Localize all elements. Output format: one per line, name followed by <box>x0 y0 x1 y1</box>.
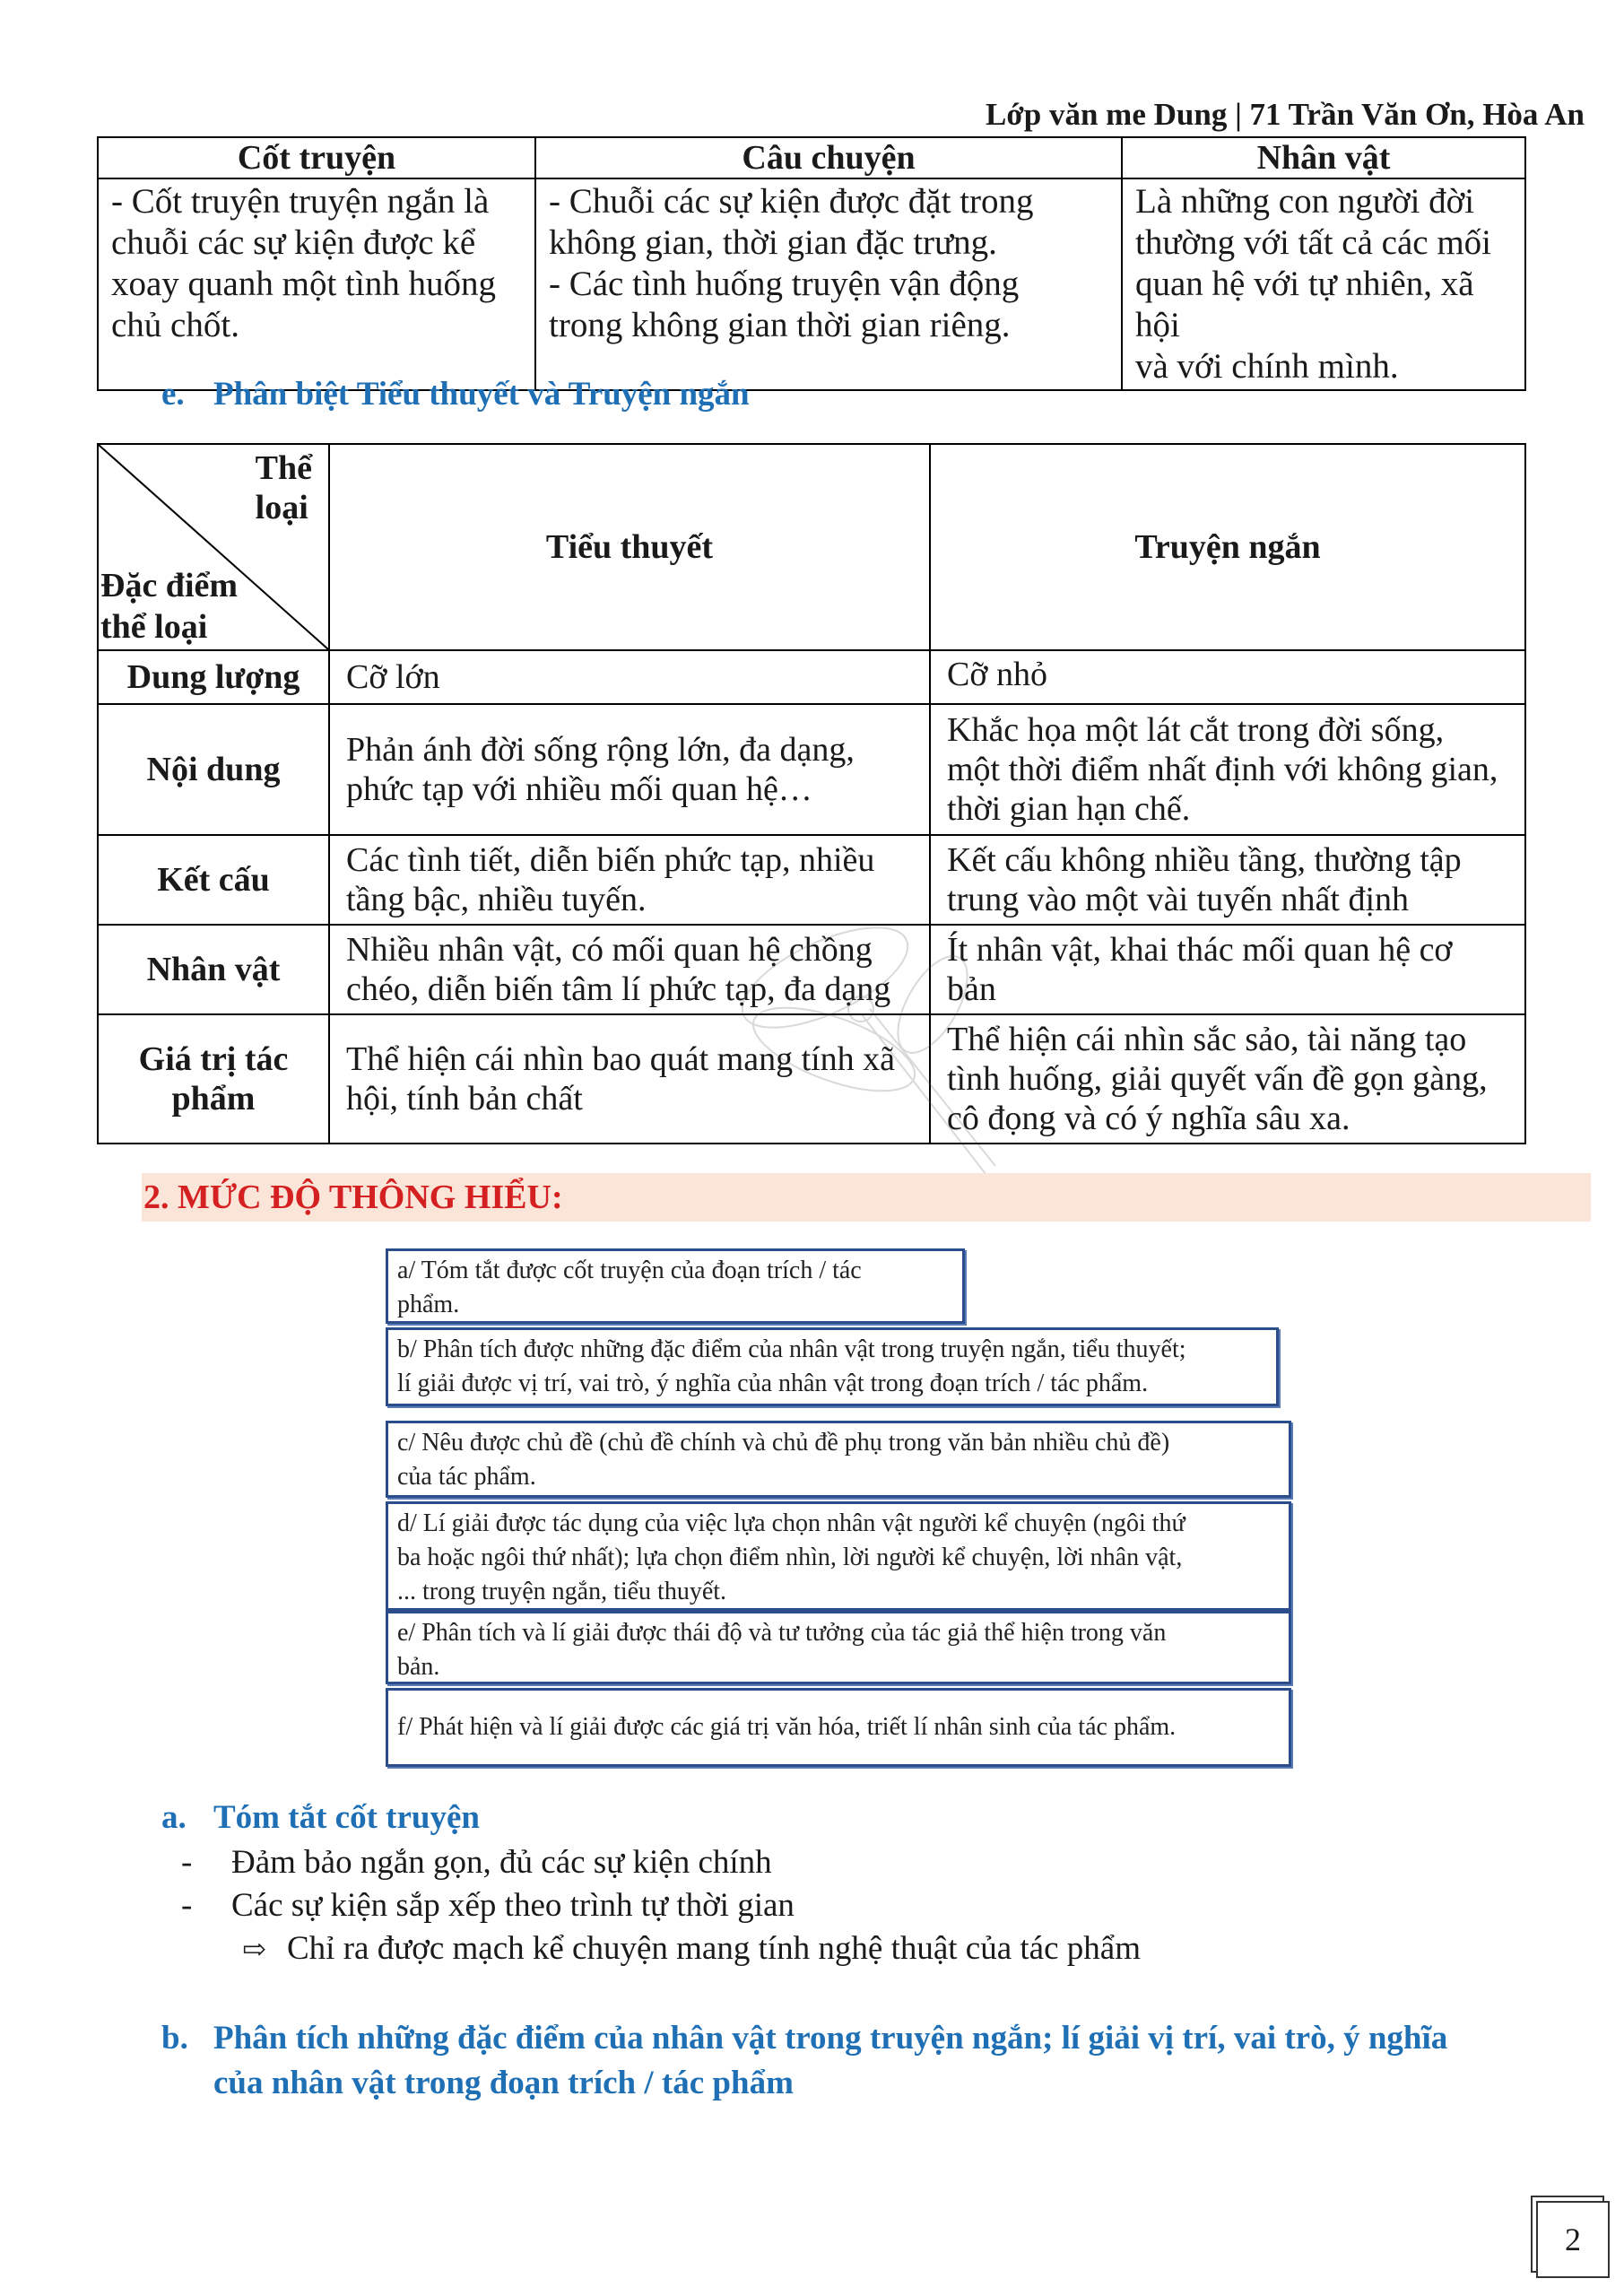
list-item <box>181 1885 795 1926</box>
col-header-story: Câu chuyện <box>535 137 1122 178</box>
text-line: ... trong truyện ngắn, tiểu thuyết. <box>397 1578 727 1605</box>
text-line: chủ chốt. <box>111 306 239 344</box>
subsection-b-label: b. <box>161 2020 188 2057</box>
text-line: tình huống, giải quyết vấn đề gọn gàng, <box>947 1060 1488 1098</box>
page-header: Lớp văn me Dung | 71 Trần Văn Ơn, Hòa An <box>986 97 1585 132</box>
text-line: phẩm. <box>397 1291 460 1318</box>
section-e-heading <box>161 375 750 413</box>
corner-cell <box>98 444 329 650</box>
text-line: b/ Phân tích được những đặc điểm của nhân vật trong truyện ngắn, tiểu thuyết; <box>397 1335 1186 1363</box>
text-line: Ít nhân vật, khai thác mối quan hệ cơ <box>947 931 1453 969</box>
text-line: Là những con người đời <box>1135 182 1475 221</box>
text-line: hội, tính bản chất <box>346 1080 583 1118</box>
text-line: tầng bậc, nhiều tuyến. <box>346 881 647 918</box>
cell-short-story <box>930 704 1525 835</box>
text-line: Các tình tiết, diễn biến phức tạp, nhiều <box>346 841 875 879</box>
text-line: trung vào một vài tuyến nhất định <box>947 881 1410 918</box>
text-line: bản <box>947 970 996 1008</box>
text-line: - Chuỗi các sự kiện được đặt trong <box>549 182 1034 221</box>
text-line: phức tạp với nhiều mối quan hệ… <box>346 770 812 808</box>
row-header: Nội dung <box>98 704 329 835</box>
section-2-title: 2. MỨC ĐỘ THÔNG HIỂU: <box>143 1178 563 1216</box>
list-item <box>181 1842 772 1883</box>
requirement-box-d <box>386 1501 1291 1611</box>
cell-character <box>1122 178 1525 390</box>
text-line: ba hoặc ngôi thứ nhất); lựa chọn điểm nhìn, lời người kể chuyện, lời nhân vật, <box>397 1544 1183 1571</box>
text-line: và với chính mình. <box>1135 347 1399 386</box>
text-line: Nhiều nhân vật, có mối quan hệ chồng <box>346 931 873 969</box>
col-header-novel: Tiểu thuyết <box>329 444 930 650</box>
col-header-plot: Cốt truyện <box>98 137 535 178</box>
text-line: của nhân vật trong đoạn trích / tác phẩm <box>213 2065 794 2101</box>
text-line: của tác phẩm. <box>397 1463 536 1491</box>
subsection-a-label: a. <box>161 1799 187 1836</box>
text-line: chuỗi các sự kiện được kể <box>111 223 476 262</box>
requirement-box-c <box>386 1421 1291 1498</box>
text-line: bản. <box>397 1653 440 1681</box>
requirement-box-a <box>386 1248 965 1324</box>
subsection-b-title <box>213 2016 1576 2106</box>
bullet-dash: - <box>181 1844 193 1881</box>
row-header: Nhân vật <box>98 925 329 1014</box>
cell-plot <box>98 178 535 390</box>
text-line: quan hệ với tự nhiên, xã hội <box>1135 265 1474 344</box>
cell-novel <box>329 704 930 835</box>
text-line: Phản ánh đời sống rộng lớn, đa dạng, <box>346 731 855 769</box>
section-e-label: e. <box>161 376 185 413</box>
text-line: Thể hiện cái nhìn sắc sảo, tài năng tạo <box>947 1021 1467 1058</box>
text-line: trong không gian thời gian riêng. <box>549 306 1011 344</box>
bullet-dash: - <box>181 1887 193 1924</box>
subsection-b-heading <box>161 2016 1576 2106</box>
cell-short-story <box>930 925 1525 1014</box>
col-header-short-story: Truyện ngắn <box>930 444 1525 650</box>
text-line: Giá trị tác <box>138 1040 289 1078</box>
list-item-text: Chỉ ra được mạch kể chuyện mang tính nghệ thuật của tác phẩm <box>287 1930 1141 1967</box>
text-line: - Cốt truyện truyện ngắn là <box>111 182 490 221</box>
corner-bottom-label <box>100 565 238 648</box>
section-2-heading <box>142 1173 1591 1222</box>
text-line: Phân tích những đặc điểm của nhân vật trong truyện ngắn; lí giải vị trí, vai trò, ý nghĩa <box>213 2020 1448 2057</box>
cell-novel: Cỡ lớn <box>329 650 930 704</box>
arrow-list-item <box>242 1928 1141 1970</box>
row-header <box>98 1014 329 1144</box>
cell-story <box>535 178 1122 390</box>
story-elements-table <box>97 136 1526 391</box>
page-number: 2 <box>1536 2201 1610 2278</box>
text-line: lí giải được vị trí, vai trò, ý nghĩa của nhân vật trong đoạn trích / tác phẩm. <box>397 1370 1149 1397</box>
corner-top-label <box>256 448 312 527</box>
list-item-text: Các sự kiện sắp xếp theo trình tự thời gian <box>231 1887 795 1924</box>
text-line: f/ Phát hiện và lí giải được các giá trị văn hóa, triết lí nhân sinh của tác phẩm. <box>397 1713 1177 1741</box>
text-line: chéo, diễn biến tâm lí phức tạp, đa dạng <box>346 970 891 1008</box>
watermark-dragonfly-icon <box>726 897 1013 1193</box>
text-line: thời gian hạn chế. <box>947 790 1191 828</box>
text-line: e/ Phân tích và lí giải được thái độ và tư tưởng của tác giả thể hiện trong văn <box>397 1619 1167 1647</box>
text-line: - Các tình huống truyện vận động <box>549 265 1020 303</box>
subsection-a-title: Tóm tắt cốt truyện <box>213 1799 480 1836</box>
text-line: loại <box>255 489 308 526</box>
requirement-box-e <box>386 1611 1291 1684</box>
text-line: Thể hiện cái nhìn bao quát mang tính xã <box>346 1040 896 1078</box>
arrow-right-icon: ⇨ <box>242 1933 266 1965</box>
col-header-character: Nhân vật <box>1122 137 1525 178</box>
list-item-text: Đảm bảo ngắn gọn, đủ các sự kiện chính <box>231 1844 772 1881</box>
text-line: một thời điểm nhất định với không gian, <box>947 751 1498 788</box>
row-header: Kết cấu <box>98 835 329 925</box>
text-line: d/ Lí giải được tác dụng của việc lựa chọn nhân vật người kể chuyện (ngôi thứ <box>397 1509 1185 1537</box>
text-line: cô đọng và có ý nghĩa sâu xa. <box>947 1100 1350 1137</box>
text-line: phẩm <box>171 1080 256 1118</box>
row-header: Dung lượng <box>98 650 329 704</box>
text-line: Kết cấu không nhiều tầng, thường tập <box>947 841 1462 879</box>
cell-short-story: Cỡ nhỏ <box>930 650 1525 704</box>
text-line: thể loại <box>100 608 208 646</box>
text-line: xoay quanh một tình huống <box>111 265 496 303</box>
section-e-title: Phân biệt Tiểu thuyết và Truyện ngắn <box>213 376 750 413</box>
text-line: không gian, thời gian đặc trưng. <box>549 223 997 262</box>
text-line: thường với tất cả các mối <box>1135 223 1492 262</box>
subsection-a-heading <box>161 1796 480 1840</box>
text-line: Đặc điểm <box>100 567 239 604</box>
text-line: c/ Nêu được chủ đề (chủ đề chính và chủ đề phụ trong văn bản nhiều chủ đề) <box>397 1429 1170 1457</box>
cell-short-story <box>930 835 1525 925</box>
cell-short-story <box>930 1014 1525 1144</box>
requirement-box-f <box>386 1688 1291 1767</box>
text-line: Khắc họa một lát cắt trong đời sống, <box>947 711 1445 749</box>
text-line: Thể <box>255 449 312 487</box>
requirement-box-b <box>386 1327 1279 1406</box>
text-line: a/ Tóm tắt được cốt truyện của đoạn trích / tác <box>397 1257 862 1284</box>
